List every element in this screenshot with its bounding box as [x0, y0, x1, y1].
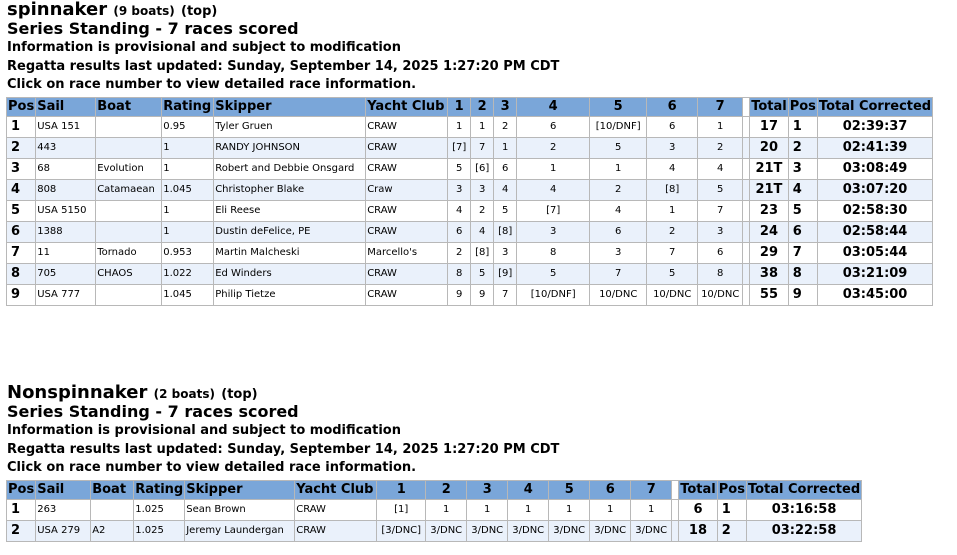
total-cell: 24 — [750, 222, 788, 242]
col-header-total: Total — [751, 99, 787, 114]
fleet-title — [7, 383, 862, 402]
skipper-cell: Christopher Blake — [214, 180, 365, 200]
race-score-cell: 10/DNC — [698, 285, 742, 305]
race-score-cell: 3 — [448, 180, 470, 200]
race-score-cell: 1 — [698, 117, 742, 137]
top-link[interactable]: (top) — [221, 387, 258, 402]
table-row — [7, 138, 932, 158]
rating-cell: 1.025 — [134, 521, 184, 541]
skipper-cell: RANDY JOHNSON — [214, 138, 365, 158]
rating-cell: 1.045 — [162, 180, 213, 200]
race-score-cell: 3/DNC — [508, 521, 548, 541]
race-score-cell: 3 — [471, 180, 493, 200]
sail-cell: USA 777 — [36, 285, 95, 305]
race-score-cell: 7 — [698, 201, 742, 221]
race-2-link[interactable]: 2 — [426, 481, 466, 499]
column-gap — [743, 243, 749, 263]
pos-cell: 8 — [7, 264, 35, 284]
race-score-cell: 6 — [647, 117, 697, 137]
col-header-skipper: Skipper — [214, 98, 365, 116]
yacht-club-cell: CRAW — [366, 264, 447, 284]
column-gap — [672, 521, 678, 541]
race-7-link[interactable]: 7 — [631, 481, 671, 499]
race-score-cell: 4 — [448, 201, 470, 221]
race-6-link[interactable]: 6 — [590, 481, 630, 499]
rating-cell: 1.022 — [162, 264, 213, 284]
rating-cell: 1 — [162, 159, 213, 179]
yacht-club-cell: CRAW — [366, 201, 447, 221]
col-header-skipper: Skipper — [185, 481, 294, 499]
sail-cell: 808 — [36, 180, 95, 200]
total-pos-cell: 6 — [789, 222, 817, 242]
boat-cell — [96, 285, 161, 305]
total-pos-cell: 8 — [789, 264, 817, 284]
total-pos-cell: 1 — [789, 117, 817, 137]
race-score-cell: [10/DNF] — [590, 117, 646, 137]
sail-cell: USA 5150 — [36, 201, 95, 221]
col-header-rating: Rating — [135, 482, 184, 497]
race-score-cell: 2 — [448, 243, 470, 263]
race-score-cell: 1 — [426, 500, 466, 520]
boat-cell — [96, 117, 161, 137]
results-table — [6, 480, 862, 542]
header-row — [7, 98, 932, 116]
top-link[interactable]: (top) — [181, 4, 218, 19]
race-score-cell: 5 — [448, 159, 470, 179]
race-score-cell: [7] — [517, 201, 589, 221]
total-corrected-cell: 03:21:09 — [818, 264, 932, 284]
race-score-cell: [3/DNC] — [377, 521, 425, 541]
boat-cell: Tornado — [96, 243, 161, 263]
race-score-cell: 1 — [494, 138, 516, 158]
race-score-cell: 3 — [494, 243, 516, 263]
col-header-rating: Rating — [163, 99, 212, 114]
race-score-cell: 4 — [698, 159, 742, 179]
boat-cell: Evolution — [96, 159, 161, 179]
table-row — [7, 117, 932, 137]
skipper-cell: Tyler Gruen — [214, 117, 365, 137]
race-score-cell: [8] — [494, 222, 516, 242]
race-score-cell: 4 — [471, 222, 493, 242]
skipper-cell: Sean Brown — [185, 500, 294, 520]
race-score-cell: 1 — [448, 117, 470, 137]
total-corrected-cell: 03:16:58 — [747, 500, 861, 520]
race-score-cell: 10/DNC — [647, 285, 697, 305]
col-header-total-pos: Pos — [789, 99, 816, 114]
rating-cell: 1.045 — [162, 285, 213, 305]
race-score-cell: [8] — [647, 180, 697, 200]
skipper-cell: Jeremy Laundergan — [185, 521, 294, 541]
table-row — [7, 222, 932, 242]
yacht-club-cell: CRAW — [366, 159, 447, 179]
race-score-cell: 2 — [647, 222, 697, 242]
column-gap — [743, 264, 749, 284]
total-corrected-cell: 03:07:20 — [818, 180, 932, 200]
race-score-cell: [1] — [377, 500, 425, 520]
fleet-name: spinnaker — [7, 0, 108, 20]
total-pos-cell: 2 — [718, 521, 746, 541]
race-4-link[interactable]: 4 — [508, 481, 548, 499]
yacht-club-cell: Craw — [366, 180, 447, 200]
race-score-cell: 2 — [517, 138, 589, 158]
col-header-boat: Boat — [91, 481, 133, 499]
race-score-cell: 7 — [494, 285, 516, 305]
race-score-cell: 9 — [471, 285, 493, 305]
boat-count: (9 boats) — [113, 4, 175, 18]
total-corrected-cell: 03:05:44 — [818, 243, 932, 263]
race-score-cell: 2 — [590, 180, 646, 200]
race-score-cell: 10/DNC — [590, 285, 646, 305]
race-score-cell: 1 — [590, 159, 646, 179]
fleet-title — [7, 0, 933, 19]
skipper-cell: Dustin deFelice, PE — [214, 222, 365, 242]
table-row — [7, 159, 932, 179]
spinnaker-section — [7, 0, 933, 306]
pos-cell: 3 — [7, 159, 35, 179]
total-cell: 23 — [750, 201, 788, 221]
yacht-club-cell: CRAW — [295, 521, 376, 541]
sail-cell: 705 — [36, 264, 95, 284]
sail-cell: 1388 — [36, 222, 95, 242]
race-score-cell: 3 — [517, 222, 589, 242]
skipper-cell: Ed Winders — [214, 264, 365, 284]
pos-cell: 1 — [7, 500, 35, 520]
total-cell: 6 — [679, 500, 717, 520]
boat-cell — [96, 201, 161, 221]
table-row — [7, 500, 861, 520]
race-score-cell: 3/DNC — [590, 521, 630, 541]
race-score-cell: 2 — [494, 117, 516, 137]
race-score-cell: 1 — [631, 500, 671, 520]
header-row — [7, 481, 861, 499]
race-score-cell: [7] — [448, 138, 470, 158]
race-score-cell: 6 — [517, 117, 589, 137]
total-pos-cell: 1 — [718, 500, 746, 520]
column-gap — [743, 222, 749, 242]
race-score-cell: [10/DNF] — [517, 285, 589, 305]
sail-cell: 263 — [36, 500, 90, 520]
provisional-note: Information is provisional and subject to modification — [7, 423, 401, 438]
race-score-cell: 3 — [590, 243, 646, 263]
column-gap — [743, 159, 749, 179]
column-gap — [743, 180, 749, 200]
total-cell: 21T — [750, 159, 788, 179]
sail-cell: USA 151 — [36, 117, 95, 137]
column-gap — [743, 117, 749, 137]
boat-cell: CHAOS — [96, 264, 161, 284]
race-3-link[interactable]: 3 — [467, 481, 507, 499]
race-score-cell: 9 — [448, 285, 470, 305]
pos-cell: 5 — [7, 201, 35, 221]
race-score-cell: [6] — [471, 159, 493, 179]
total-pos-cell: 3 — [789, 159, 817, 179]
sail-cell: 443 — [36, 138, 95, 158]
total-corrected-cell: 03:45:00 — [818, 285, 932, 305]
race-score-cell: 8 — [448, 264, 470, 284]
skipper-cell: Robert and Debbie Onsgard — [214, 159, 365, 179]
race-score-cell: 5 — [471, 264, 493, 284]
race-score-cell: 6 — [698, 243, 742, 263]
race-score-cell: 5 — [647, 264, 697, 284]
total-pos-cell: 5 — [789, 201, 817, 221]
pos-cell: 2 — [7, 138, 35, 158]
table-row — [7, 243, 932, 263]
race-score-cell: 4 — [494, 180, 516, 200]
race-score-cell: 1 — [647, 201, 697, 221]
race-1-link[interactable]: 1 — [448, 98, 470, 116]
column-gap — [743, 98, 749, 116]
rating-cell: 0.953 — [162, 243, 213, 263]
race-score-cell: 5 — [494, 201, 516, 221]
yacht-club-cell: CRAW — [366, 138, 447, 158]
click-instruction: Click on race number to view detailed race information. — [7, 77, 417, 92]
race-3-link[interactable]: 3 — [494, 98, 516, 116]
skipper-cell: Martin Malcheski — [214, 243, 365, 263]
column-gap — [672, 481, 678, 499]
boat-cell — [96, 138, 161, 158]
boat-cell — [96, 222, 161, 242]
race-score-cell: 1 — [517, 159, 589, 179]
total-corrected-cell: 02:58:44 — [818, 222, 932, 242]
total-cell: 29 — [750, 243, 788, 263]
series-standing: Series Standing - 7 races scored — [7, 19, 299, 38]
yacht-club-cell: CRAW — [366, 117, 447, 137]
col-header-boat: Boat — [96, 98, 161, 116]
rating-cell: 0.95 — [162, 117, 213, 137]
col-header-pos: Pos — [8, 99, 35, 114]
table-row — [7, 180, 932, 200]
race-score-cell: [9] — [494, 264, 516, 284]
race-score-cell: 4 — [647, 159, 697, 179]
race-4-link[interactable]: 4 — [517, 98, 589, 116]
total-corrected-cell: 02:39:37 — [818, 117, 932, 137]
total-corrected-cell: 02:41:39 — [818, 138, 932, 158]
total-cell: 20 — [750, 138, 788, 158]
col-header-total: Total — [680, 482, 716, 497]
col-header-total-corrected: Total Corrected — [818, 99, 932, 114]
race-score-cell: 5 — [517, 264, 589, 284]
column-gap — [672, 500, 678, 520]
rating-cell: 1 — [162, 138, 213, 158]
total-pos-cell: 7 — [789, 243, 817, 263]
race-score-cell: 6 — [448, 222, 470, 242]
last-updated: Regatta results last updated: Sunday, September 14, 2025 1:27:20 PM CDT — [7, 441, 560, 457]
col-header-yacht-club: Yacht Club — [295, 481, 376, 499]
col-header-sail: Sail — [36, 481, 90, 499]
race-score-cell: 8 — [517, 243, 589, 263]
total-corrected-cell: 03:08:49 — [818, 159, 932, 179]
last-updated: Regatta results last updated: Sunday, September 14, 2025 1:27:20 PM CDT — [7, 58, 560, 74]
race-score-cell: 4 — [590, 201, 646, 221]
total-pos-cell: 2 — [789, 138, 817, 158]
race-score-cell: [8] — [471, 243, 493, 263]
total-cell: 18 — [679, 521, 717, 541]
race-score-cell: 1 — [471, 117, 493, 137]
col-header-yacht-club: Yacht Club — [366, 98, 447, 116]
race-score-cell: 1 — [590, 500, 630, 520]
yacht-club-cell: CRAW — [366, 285, 447, 305]
pos-cell: 6 — [7, 222, 35, 242]
race-score-cell: 1 — [549, 500, 589, 520]
provisional-note: Information is provisional and subject to modification — [7, 40, 401, 55]
total-pos-cell: 9 — [789, 285, 817, 305]
race-score-cell: 5 — [698, 180, 742, 200]
boat-cell: Catamaean — [96, 180, 161, 200]
table-row — [7, 264, 932, 284]
pos-cell: 1 — [7, 117, 35, 137]
click-instruction: Click on race number to view detailed race information. — [7, 460, 417, 475]
table-row — [7, 285, 932, 305]
sail-cell: 11 — [36, 243, 95, 263]
total-cell: 21T — [750, 180, 788, 200]
column-gap — [743, 201, 749, 221]
race-score-cell: 7 — [647, 243, 697, 263]
table-row — [7, 521, 861, 541]
race-7-link[interactable]: 7 — [698, 98, 742, 116]
boat-count: (2 boats) — [153, 387, 215, 401]
race-score-cell: 3/DNC — [549, 521, 589, 541]
skipper-cell: Philip Tietze — [214, 285, 365, 305]
column-gap — [743, 285, 749, 305]
series-standing: Series Standing - 7 races scored — [7, 402, 299, 421]
rating-cell: 1 — [162, 222, 213, 242]
total-corrected-cell: 03:22:58 — [747, 521, 861, 541]
rating-cell: 1.025 — [134, 500, 184, 520]
race-score-cell: 2 — [471, 201, 493, 221]
race-score-cell: 1 — [508, 500, 548, 520]
results-table — [6, 97, 933, 306]
yacht-club-cell: CRAW — [366, 222, 447, 242]
total-cell: 17 — [750, 117, 788, 137]
sail-cell: 68 — [36, 159, 95, 179]
race-2-link[interactable]: 2 — [471, 98, 493, 116]
pos-cell: 2 — [7, 521, 35, 541]
pos-cell: 4 — [7, 180, 35, 200]
boat-cell: A2 — [91, 521, 133, 541]
col-header-total-pos: Pos — [718, 482, 745, 497]
race-score-cell: 3/DNC — [426, 521, 466, 541]
total-corrected-cell: 02:58:30 — [818, 201, 932, 221]
total-cell: 38 — [750, 264, 788, 284]
rating-cell: 1 — [162, 201, 213, 221]
col-header-pos: Pos — [8, 482, 35, 497]
boat-cell — [91, 500, 133, 520]
yacht-club-cell: Marcello's — [366, 243, 447, 263]
total-cell: 55 — [750, 285, 788, 305]
race-5-link[interactable]: 5 — [590, 98, 646, 116]
race-1-link[interactable]: 1 — [377, 481, 425, 499]
pos-cell: 9 — [7, 285, 35, 305]
race-score-cell: 7 — [471, 138, 493, 158]
race-score-cell: 4 — [517, 180, 589, 200]
sail-cell: USA 279 — [36, 521, 90, 541]
table-row — [7, 201, 932, 221]
race-score-cell: 3/DNC — [467, 521, 507, 541]
race-score-cell: 3/DNC — [631, 521, 671, 541]
col-header-total-corrected: Total Corrected — [747, 482, 861, 497]
race-score-cell: 3 — [698, 222, 742, 242]
skipper-cell: Eli Reese — [214, 201, 365, 221]
fleet-name: Nonspinnaker — [7, 382, 148, 403]
total-pos-cell: 4 — [789, 180, 817, 200]
yacht-club-cell: CRAW — [295, 500, 376, 520]
race-5-link[interactable]: 5 — [549, 481, 589, 499]
race-score-cell: 6 — [494, 159, 516, 179]
race-6-link[interactable]: 6 — [647, 98, 697, 116]
nonspinnaker-section — [7, 383, 862, 542]
race-score-cell: 3 — [647, 138, 697, 158]
race-score-cell: 7 — [590, 264, 646, 284]
race-score-cell: 6 — [590, 222, 646, 242]
column-gap — [743, 138, 749, 158]
race-score-cell: 1 — [467, 500, 507, 520]
race-score-cell: 8 — [698, 264, 742, 284]
race-score-cell: 5 — [590, 138, 646, 158]
col-header-sail: Sail — [36, 98, 95, 116]
pos-cell: 7 — [7, 243, 35, 263]
race-score-cell: 2 — [698, 138, 742, 158]
